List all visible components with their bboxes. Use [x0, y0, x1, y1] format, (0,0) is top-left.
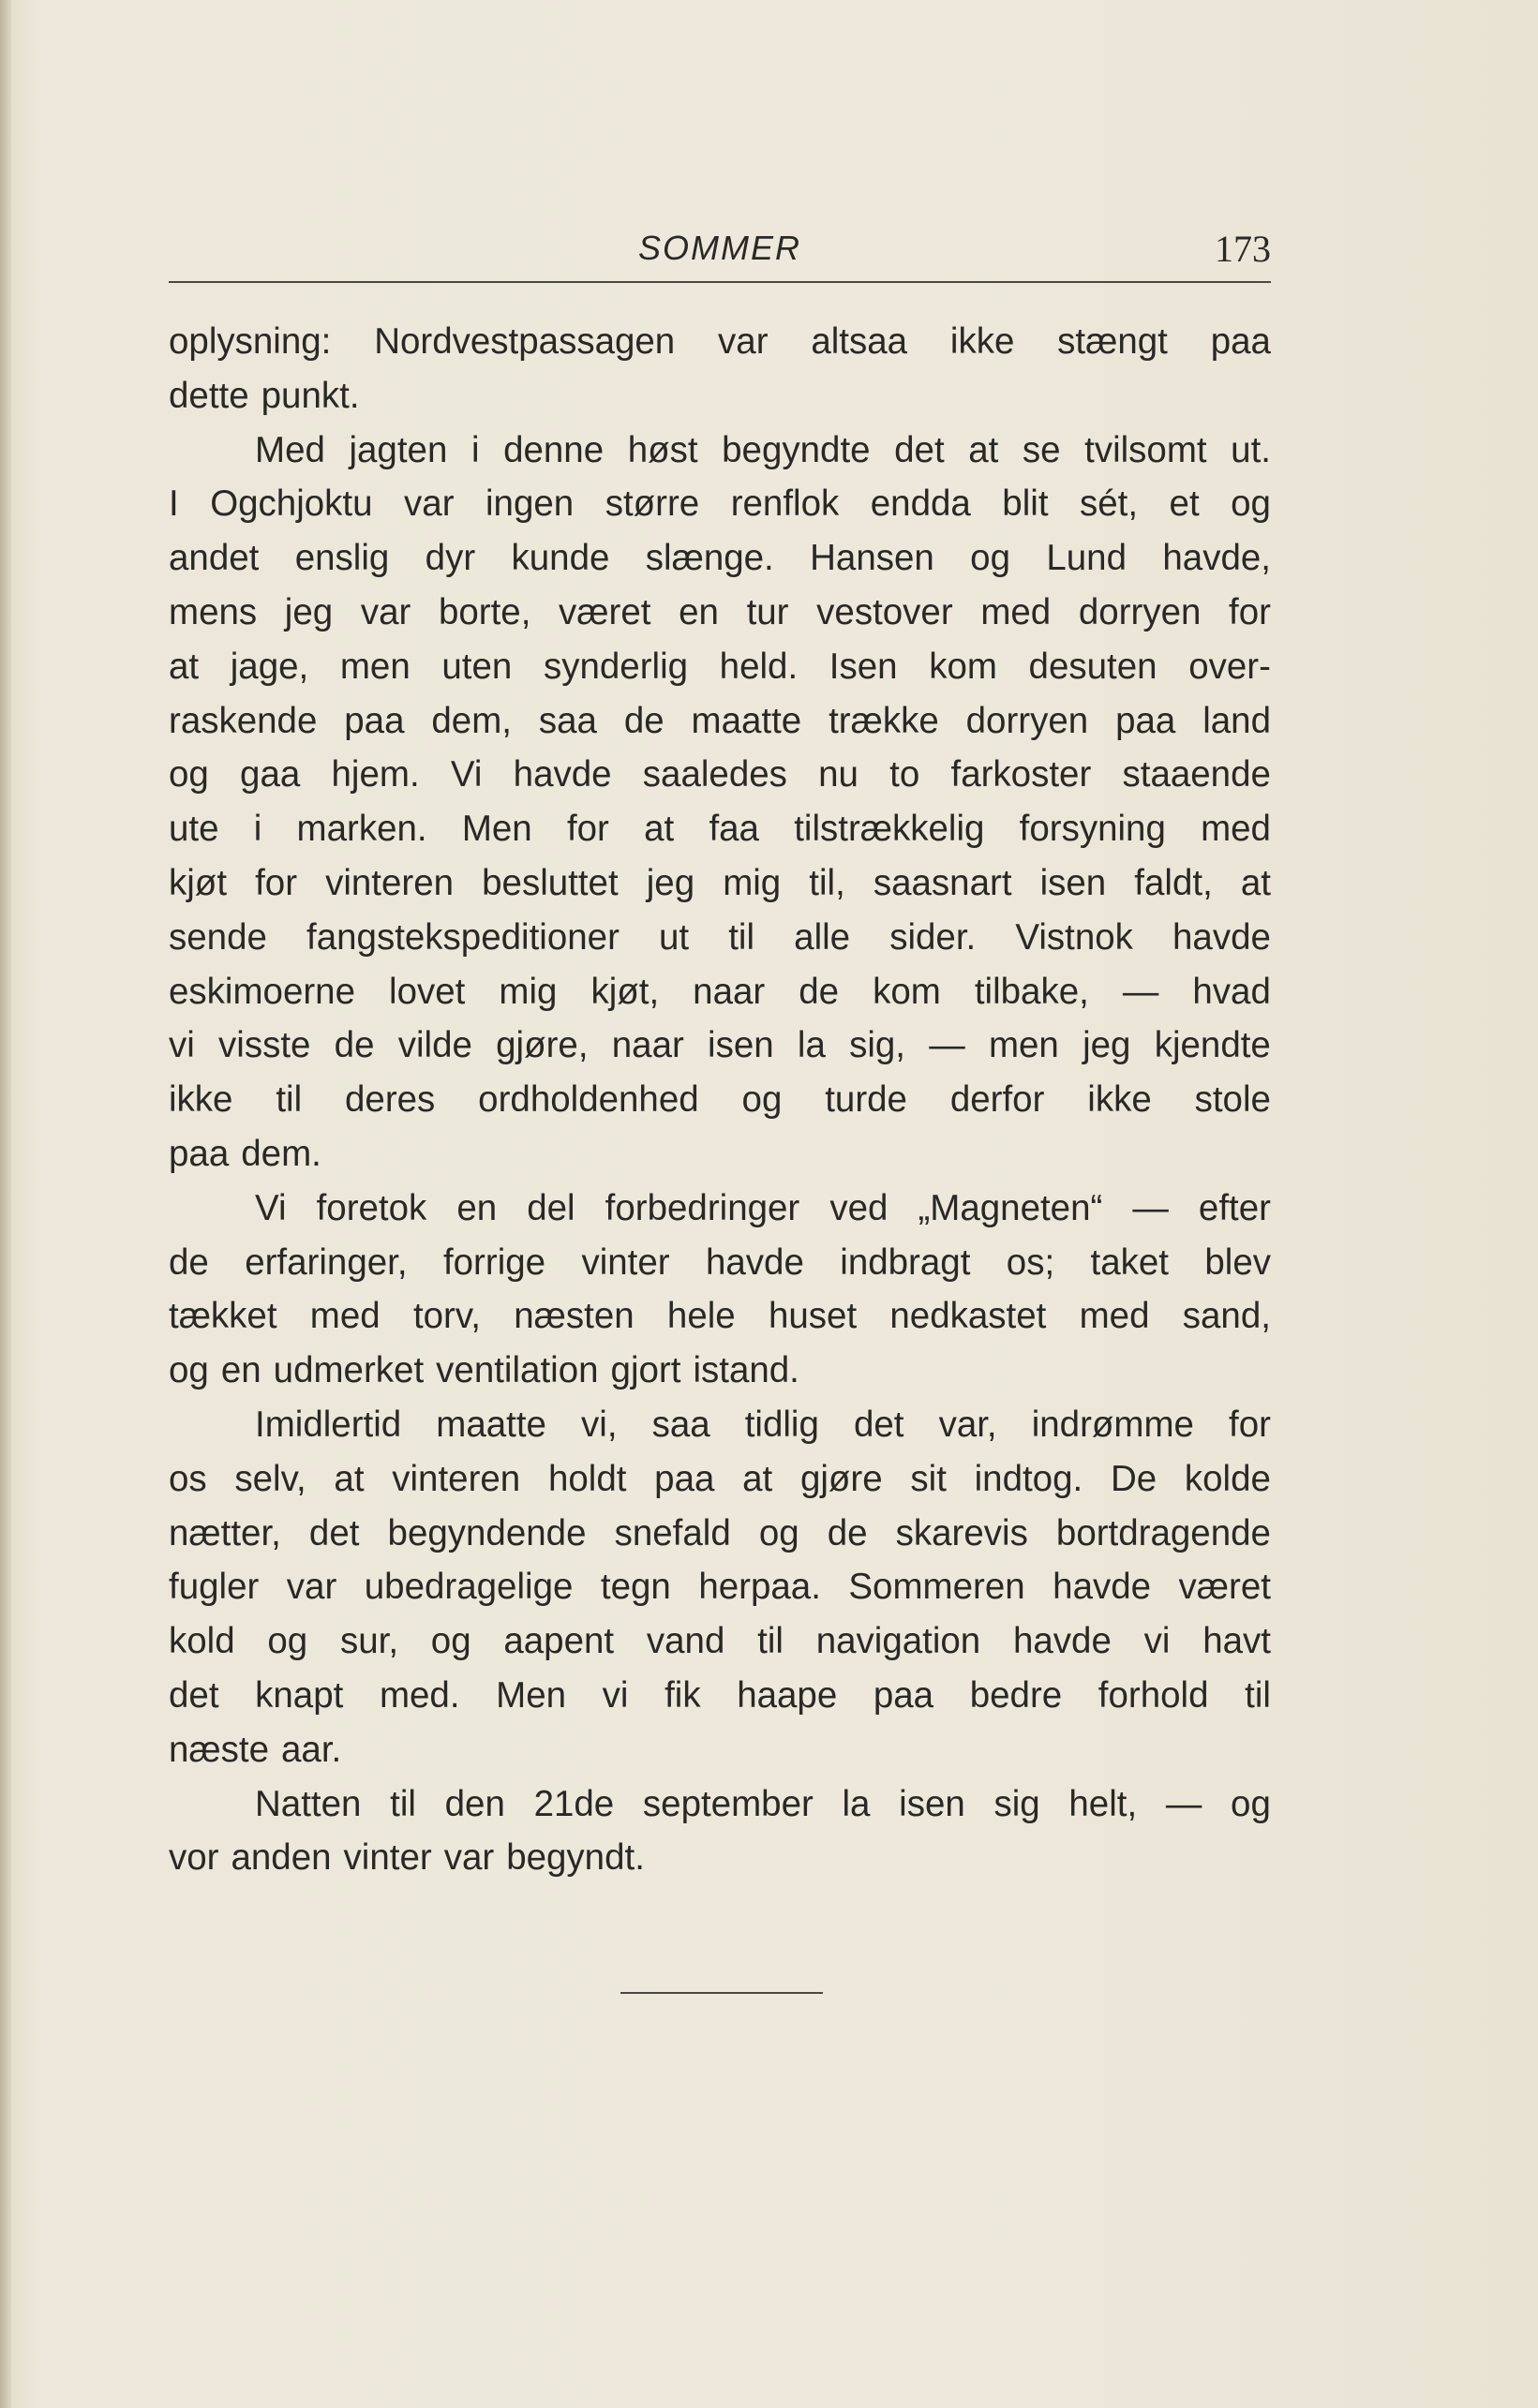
page-number: 173 — [1215, 228, 1271, 270]
text-line: det knapt med. Men vi fik haape paa bedre forhold til — [169, 1674, 1271, 1716]
body-text — [169, 315, 1271, 1885]
text-line: tækket med torv, næsten hele huset nedkastet med sand, — [169, 1296, 1271, 1337]
text-line: og en udmerket ventilation gjort istand. — [169, 1350, 799, 1391]
header-rule — [169, 281, 1271, 283]
text-line: Natten til den 21de september la isen sig helt, — og — [255, 1783, 1271, 1824]
text-line: mens jeg var borte, været en tur vestover med dorryen for — [169, 591, 1271, 632]
text-line: nætter, det begyndende snefald og de skarevis bortdragende — [169, 1512, 1271, 1553]
text-line: oplysning: Nordvestpassagen var altsaa ikke stængt paa — [169, 321, 1271, 362]
text-line: Vi foretok en del forbedringer ved „Magneten“ — efter — [255, 1187, 1271, 1228]
text-line: vi visste de vilde gjøre, naar isen la sig, — men jeg kjendte — [169, 1025, 1271, 1066]
section-end-rule — [620, 1992, 823, 1994]
text-line: at jage, men uten synderlig held. Isen kom desuten over- — [169, 646, 1271, 687]
text-line: vor anden vinter var begyndt. — [169, 1837, 645, 1879]
text-line: paa dem. — [169, 1133, 321, 1174]
text-line: sende fangstekspeditioner ut til alle sider. Vistnok havde — [169, 916, 1271, 958]
text-line: og gaa hjem. Vi havde saaledes nu to farkoster staaende — [169, 754, 1271, 795]
text-line: de erfaringer, forrige vinter havde indbragt os; taket blev — [169, 1241, 1271, 1283]
text-line: os selv, at vinteren holdt paa at gjøre sit indtog. De kolde — [169, 1458, 1271, 1499]
text-line: andet enslig dyr kunde slænge. Hansen og Lund havde, — [169, 538, 1271, 579]
text-line: fugler var ubedragelige tegn herpaa. Sommeren havde været — [169, 1567, 1271, 1608]
text-line: Med jagten i denne høst begyndte det at se tvilsomt ut. — [255, 429, 1271, 470]
text-line: ikke til deres ordholdenhed og turde derfor ikke stole — [169, 1079, 1271, 1121]
text-line: kjøt for vinteren besluttet jeg mig til, saasnart isen faldt, at — [169, 862, 1271, 903]
running-head — [169, 223, 1271, 279]
page-binding-edge — [0, 0, 11, 2408]
chapter-title: SOMMER — [638, 229, 801, 267]
text-line: ute i marken. Men for at faa tilstrækkelig forsyning med — [169, 809, 1271, 850]
text-line: næste aar. — [169, 1729, 342, 1770]
text-line: eskimoerne lovet mig kjøt, naar de kom tilbake, — hvad — [169, 971, 1271, 1012]
text-line: dette punkt. — [169, 375, 360, 416]
text-line: raskende paa dem, saa de maatte trække dorryen paa land — [169, 700, 1271, 741]
text-line: Imidlertid maatte vi, saa tidlig det var, indrømme for — [255, 1404, 1271, 1445]
text-line: I Ogchjoktu var ingen større renflok endda blit sét, et og — [169, 483, 1271, 525]
text-line: kold og sur, og aapent vand til navigation havde vi havt — [169, 1621, 1271, 1662]
